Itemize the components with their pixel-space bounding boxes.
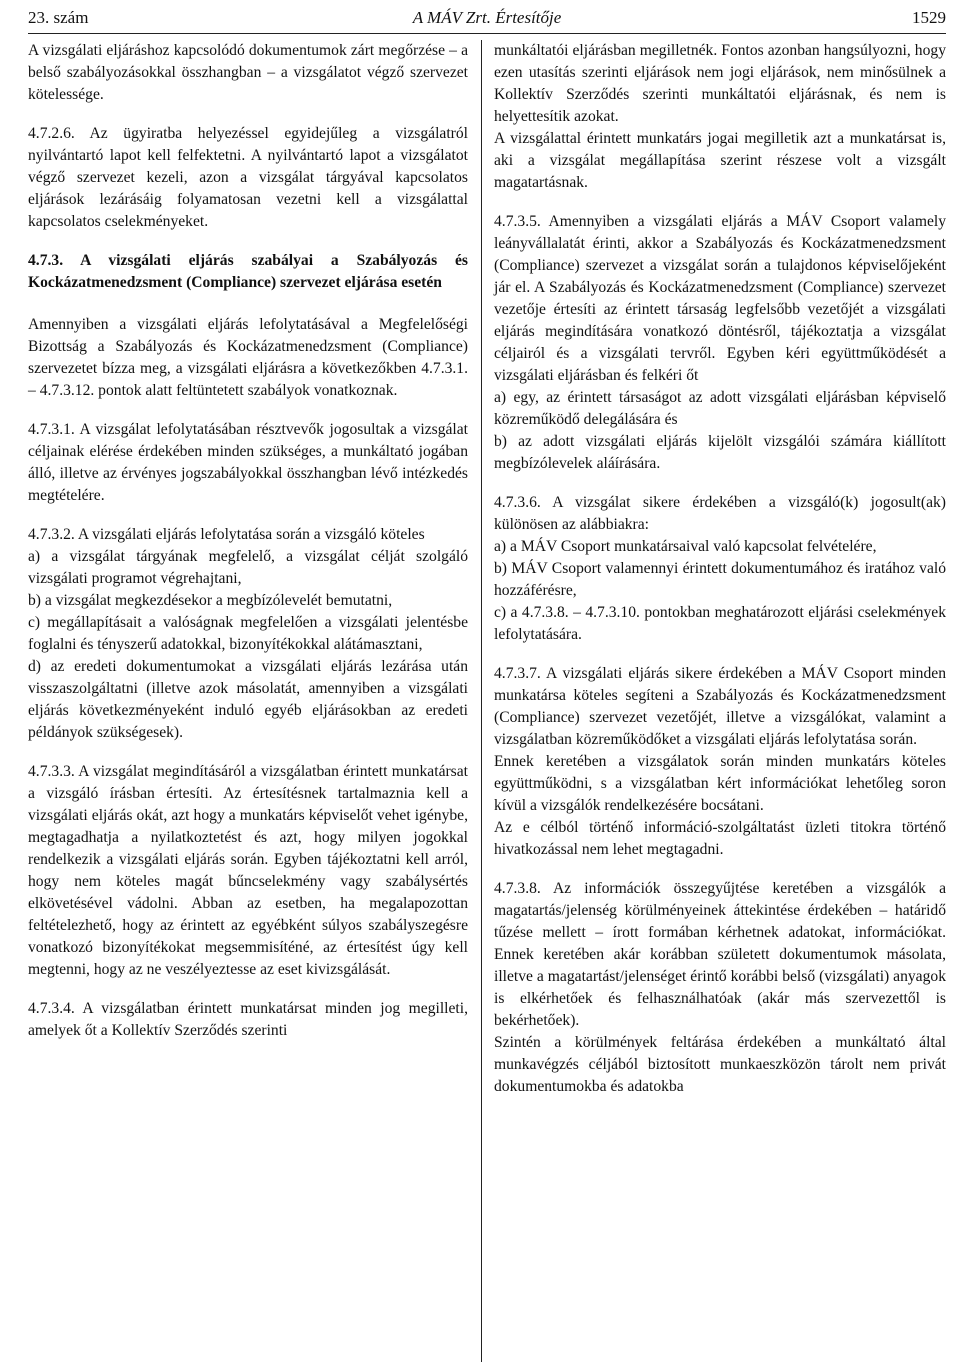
paragraph: 4.7.3.5. Amennyiben a vizsgálati eljárás a MÁV Csoport valamely leányvállalatát érinti, akkor a Szabályozás és Kockázatmenedzsment (Compliance) szervezet a vizsgálat során a tulajdonos képviselőjeként jár el. A Szabályozás és Kockázatmenedzsment (Compliance) szervezet vezetője értesíti az érintett társaság legfelsőbb vezetőjét a vizsgálati eljárás megindítására vonatkozó döntésről, tájékoztatja a vizsgálat céljairól és a vizsgálati tervről. Egyben kéri együttműködését a vizsgálati eljárásban és felkéri őt xyxy=(494,213,946,384)
issue-number: 23. szám xyxy=(28,8,89,27)
paragraph: 4.7.3.8. Az információk összegyűjtése keretében a vizsgálók a magatartás/jelenség körülményeinek áttekintése érdekében – határidő tűzése mellett – írott formában kérhetnek adatokat, információkat. Ennek keretében akár korábban született dokumentumok másolata, illetve a magatartást/jelenséget érintő korábbi belső (vizsgálati) anyagok is elkérhetőek és felhasználhatóak (akár más szervezettől is bekérhetőek). xyxy=(494,880,946,1029)
paragraph: 4.7.3.3. A vizsgálat megindításáról a vizsgálatban érintett munkatársat a vizsgáló írásban értesíti. Az értesítésnek tartalmaznia kell a vizsgálati eljárás okát, azt hogy a munkatárs képviselőt vehet igénybe, megtagadhatja a nyilatkoztetést és azt, hogy milyen jogokkal rendelkezik a vizsgálati eljárás során. Egyben tájékoztatni kell arról, hogy nem köteles magát bűncselekmény vagy szabálysértés elkövetésével vádolni. Abban az esetben, ha megalapozottan feltételezhető, hogy az érintett az egyébként súlyos szabályszegésre vonatkozó bizonyítékokat megsemmisíténé, az értesítést úgy kell megtenni, hogy az ne veszélyeztesse az eset kivizsgálását. xyxy=(28,763,468,978)
paragraph: Ennek keretében a vizsgálatok során minden munkatárs köteles együttműködni, s a vizsgálatban kért információkat lehetőleg soron kívül a vizsgálók rendelkezésére bocsátani. xyxy=(494,753,946,814)
list-item: a) a vizsgálat tárgyának megfelelő, a vizsgálat célját szolgáló vizsgálati programot végrehajtani, xyxy=(28,548,468,587)
left-column xyxy=(28,40,468,1042)
list-item: a) a MÁV Csoport munkatársaival való kapcsolat felvételére, xyxy=(494,538,877,555)
column-divider xyxy=(481,40,482,1362)
section-heading: 4.7.3. A vizsgálati eljárás szabályai a Szabályozás és Kockázatmenedzsment (Compliance) szervezet eljárása esetén xyxy=(28,252,468,291)
list-item: b) a vizsgálat megkezdésekor a megbízólevelét bemutatni, xyxy=(28,592,393,609)
list-item: b) MÁV Csoport valamennyi érintett dokumentumához és iratához való hozzáférésre, xyxy=(494,560,946,599)
paragraph: 4.7.3.1. A vizsgálat lefolytatásában résztvevők jogosultak a vizsgálat céljainak elérése érdekében minden szükséges, a munkáltató jogában álló, illetve az érvényes jogszabályokkal összhangban lévő intézkedés megtételére. xyxy=(28,421,468,504)
publication-title: A MÁV Zrt. Értesítője xyxy=(412,8,562,27)
paragraph: 4.7.3.6. A vizsgálat sikere érdekében a vizsgáló(k) jogosult(ak) különösen az alábbiakra: xyxy=(494,494,946,533)
list-item: b) az adott vizsgálati eljárás kijelölt vizsgálói számára kiállított megbízólevelek aláírására. xyxy=(494,433,946,472)
list-item: c) a 4.7.3.8. – 4.7.3.10. pontokban meghatározott eljárási cselekmények lefolytatására. xyxy=(494,604,946,643)
paragraph: 4.7.3.4. A vizsgálatban érintett munkatársat minden jog megilleti, amelyek őt a Kollektív Szerződés szerinti xyxy=(28,1000,468,1039)
paragraph: Amennyiben a vizsgálati eljárás lefolytatásával a Megfelelőségi Bizottság a Szabályozás és Kockázatmenedzsment (Compliance) szervezetet bízza meg, a vizsgálati eljárásra a következőkben 4.7.3.1. – 4.7.3.12. pontok alatt feltüntetett szabályok vonatkoznak. xyxy=(28,316,468,399)
paragraph: 4.7.3.2. A vizsgálati eljárás lefolytatása során a vizsgáló köteles xyxy=(28,526,425,543)
page-header xyxy=(28,4,946,32)
paragraph: A vizsgálati eljáráshoz kapcsolódó dokumentumok zárt megőrzése – a belső szabályozásokkal összhangban – a vizsgálatot végző szervezet kötelessége. xyxy=(28,42,468,103)
paragraph: munkáltatói eljárásban megilletnék. Fontos azonban hangsúlyozni, hogy ezen utasítás szerinti eljárások nem jogi eljárások, nem minősülnek a Kollektív Szerződés szerinti munkáltatói eljárásnak, és nem is helyettesítik azokat. xyxy=(494,42,946,125)
paragraph: 4.7.2.6. Az ügyiratba helyezéssel egyidejűleg a vizsgálatról nyilvántartó lapot kell felfektetni. A nyilvántartó lapot a vizsgálatot végző szervezet kezeli, azon a vizsgálat tárgyával kapcsolatos eljárások lezárásáig folyamatosan vezetni kell a vizsgálattal kapcsolatos cselekményeket. xyxy=(28,125,468,230)
header-rule xyxy=(28,33,946,34)
paragraph: 4.7.3.7. A vizsgálati eljárás sikere érdekében a MÁV Csoport minden munkatársa köteles segíteni a Szabályozás és Kockázatmenedzsment (Compliance) szervezet vezetőjét, illetve a vizsgálókat, valamint a vizsgálatban közreműködőket a vizsgálati eljárás lefolytatása során. xyxy=(494,665,946,748)
paragraph: Az e célból történő információ-szolgáltatást üzleti titokra történő hivatkozással nem lehet megtagadni. xyxy=(494,819,946,858)
right-column xyxy=(494,40,946,1098)
list-item: d) az eredeti dokumentumokat a vizsgálati eljárás lezárása után visszaszolgáltatni (illetve azok másolatát, amennyiben a vizsgálati eljárás következményeként induló egyéb eljárásokban az eredeti példányok szükségesek). xyxy=(28,658,468,741)
list-item: c) megállapításait a valóságnak megfelelően a vizsgálati jelentésbe foglalni és tényszerű adatokkal, bizonyítékokkal alátámasztani, xyxy=(28,614,468,653)
paragraph: Szintén a körülmények feltárása érdekében a munkáltató által munkavégzés céljából biztosított munkaeszközön tárolt nem privát dokumentumokba és adatokba xyxy=(494,1034,946,1095)
list-item: a) egy, az érintett társaságot az adott vizsgálati eljárásban képviselő közreműködő delegálására és xyxy=(494,389,946,428)
paragraph: A vizsgálattal érintett munkatárs jogai megilletik azt a munkatársat is, aki a vizsgálat megállapítása szerint részese volt a vizsgált magatartásnak. xyxy=(494,130,946,191)
page-number: 1529 xyxy=(912,8,946,27)
